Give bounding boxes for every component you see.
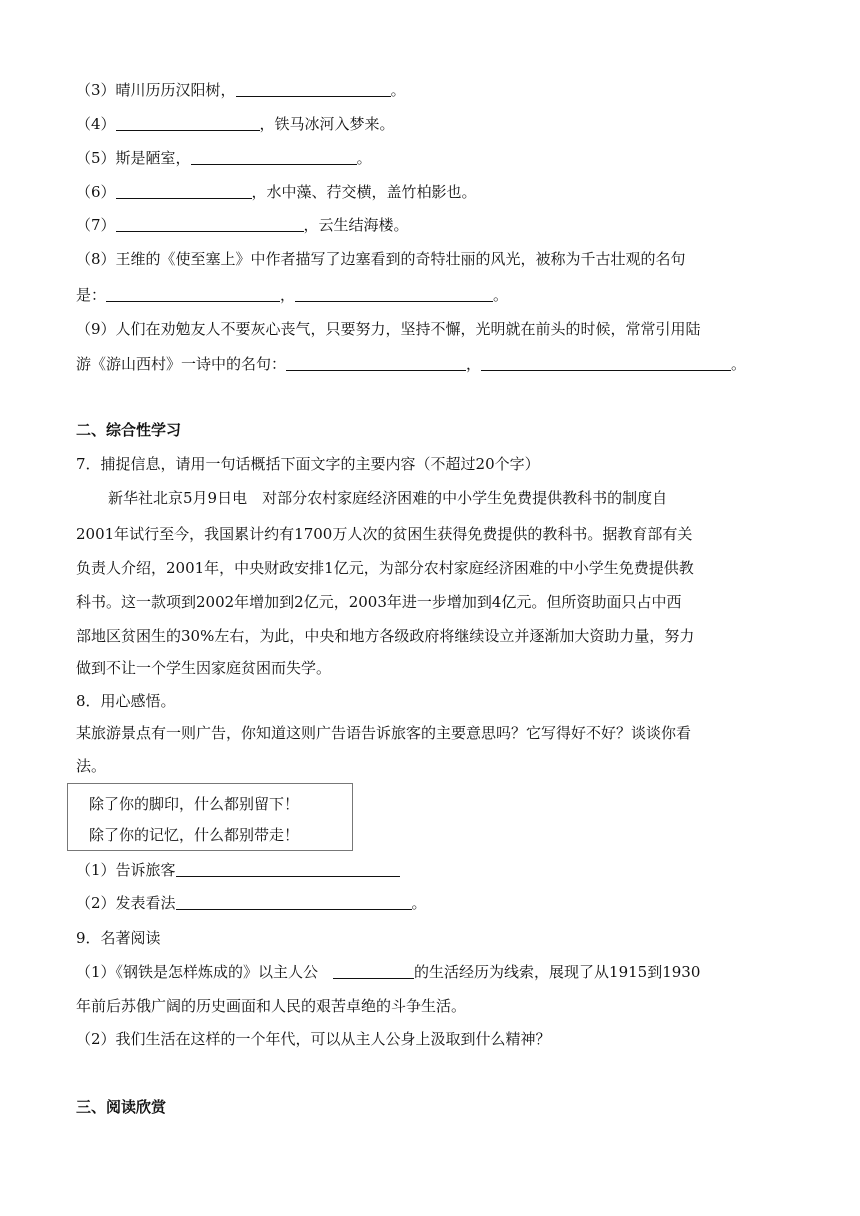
sub-question-text: （1）《钢铁是怎样炼成的》以主人公: [76, 963, 334, 981]
fill-item-7: [76, 214, 409, 236]
answer-blank[interactable]: [176, 893, 412, 910]
fill-item-9-line2: [76, 353, 746, 375]
answer-blank[interactable]: [286, 354, 466, 371]
item-text: ，云生结海楼。: [303, 216, 409, 234]
item-comma: ，: [466, 355, 482, 373]
passage-line: 科书。这一款项到2002年增加到2亿元，2003年进一步增加到4亿元。但所资助面只占中西: [76, 593, 682, 611]
passage-line: 负责人介绍，2001年，中央财政安排1亿元，为部分农村家庭经济困难的中小学生免费提供教: [76, 559, 694, 577]
item-number: （7）: [76, 216, 116, 234]
item-text: 游《游山西村》一诗中的名句：: [76, 355, 287, 373]
question-8-text: 某旅游景点有一则广告，你知道这则广告语告诉旅客的主要意思吗？它写得好不好？谈谈你看: [76, 724, 692, 742]
item-comma: ，: [280, 286, 296, 304]
fill-item-5: [76, 147, 372, 169]
fill-item-8-line2: [76, 284, 508, 306]
item-end: 。: [493, 286, 509, 304]
question-8-text: 法。: [76, 757, 107, 775]
item-text: ，水中藻、荇交横，盖竹柏影也。: [251, 183, 477, 201]
sub-question-text: 的生活经历为线索，展现了从1915到1930: [414, 963, 701, 981]
sub-question-text: （2）发表看法: [76, 894, 176, 912]
fill-item-9: [76, 318, 701, 340]
item-text: 晴川历历汉阳树，: [115, 81, 236, 99]
answer-blank[interactable]: [191, 148, 357, 165]
question-8-sub1: [76, 859, 400, 881]
fill-item-8: [76, 248, 686, 270]
passage-line: 做到不让一个学生因家庭贫困而失学。: [76, 659, 332, 677]
answer-blank[interactable]: [116, 182, 252, 199]
item-number: （5）: [76, 149, 116, 167]
question-8-title: 8．用心感悟。: [76, 692, 176, 710]
item-number: （6）: [76, 183, 116, 201]
item-end: 。: [411, 894, 427, 912]
item-end: 。: [731, 355, 747, 373]
answer-blank[interactable]: [481, 354, 731, 371]
question-9-sub1-cont: 年前后苏俄广阔的历史画面和人民的艰苦卓绝的斗争生活。: [76, 997, 467, 1015]
question-9-sub2: （2）我们生活在这样的一个年代，可以从主人公身上汲取到什么精神？: [76, 1030, 551, 1048]
item-text: 人们在劝勉友人不要灰心丧气，只要努力，坚持不懈，光明就在前头的时候，常常引用陆: [115, 320, 701, 338]
item-text: 王维的《使至塞上》中作者描写了边塞看到的奇特壮丽的风光，被称为千古壮观的名句: [115, 250, 686, 268]
answer-blank[interactable]: [295, 285, 493, 302]
item-end: 。: [390, 81, 406, 99]
passage-line: 2001年试行至今，我国累计约有1700万人次的贫困生获得免费提供的教科书。据教育部有关: [76, 525, 693, 543]
ad-slogan-box: [67, 783, 353, 851]
question-9-sub1: [76, 961, 700, 983]
item-number: （8）: [76, 250, 116, 268]
sub-question-text: （1）告诉旅客: [76, 861, 176, 879]
answer-blank[interactable]: [116, 215, 304, 232]
item-text: 斯是陋室，: [115, 149, 191, 167]
question-7-title: 7．捕捉信息，请用一句话概括下面文字的主要内容（不超过20个字）: [76, 455, 540, 473]
item-text: ，铁马冰河入梦来。: [259, 115, 395, 133]
fill-item-3: [76, 79, 406, 101]
fill-item-6: [76, 181, 477, 203]
answer-blank[interactable]: [106, 285, 280, 302]
ad-slogan-line: 除了你的脚印，什么都别留下！: [89, 795, 300, 813]
section-heading: 三、阅读欣赏: [76, 1098, 167, 1116]
answer-blank[interactable]: [333, 962, 414, 979]
item-text: 是：: [76, 286, 107, 304]
fill-item-4: [76, 113, 395, 135]
passage-line: 新华社北京5月9日电 对部分农村家庭经济困难的中小学生免费提供教科书的制度自: [108, 489, 668, 507]
answer-blank[interactable]: [236, 80, 391, 97]
question-8-sub2: [76, 892, 427, 914]
item-number: （4）: [76, 115, 116, 133]
item-end: 。: [356, 149, 372, 167]
passage-line: 部地区贫困生的30%左右，为此，中央和地方各级政府将继续设立并逐渐加大资助力量，努力: [76, 627, 695, 645]
answer-blank[interactable]: [176, 860, 400, 877]
answer-blank[interactable]: [116, 114, 260, 131]
section-heading: 二、综合性学习: [76, 421, 182, 439]
item-number: （9）: [76, 320, 116, 338]
question-9-title: 9．名著阅读: [76, 929, 161, 947]
ad-slogan-line: 除了你的记忆，什么都别带走！: [89, 826, 300, 844]
item-number: （3）: [76, 81, 116, 99]
